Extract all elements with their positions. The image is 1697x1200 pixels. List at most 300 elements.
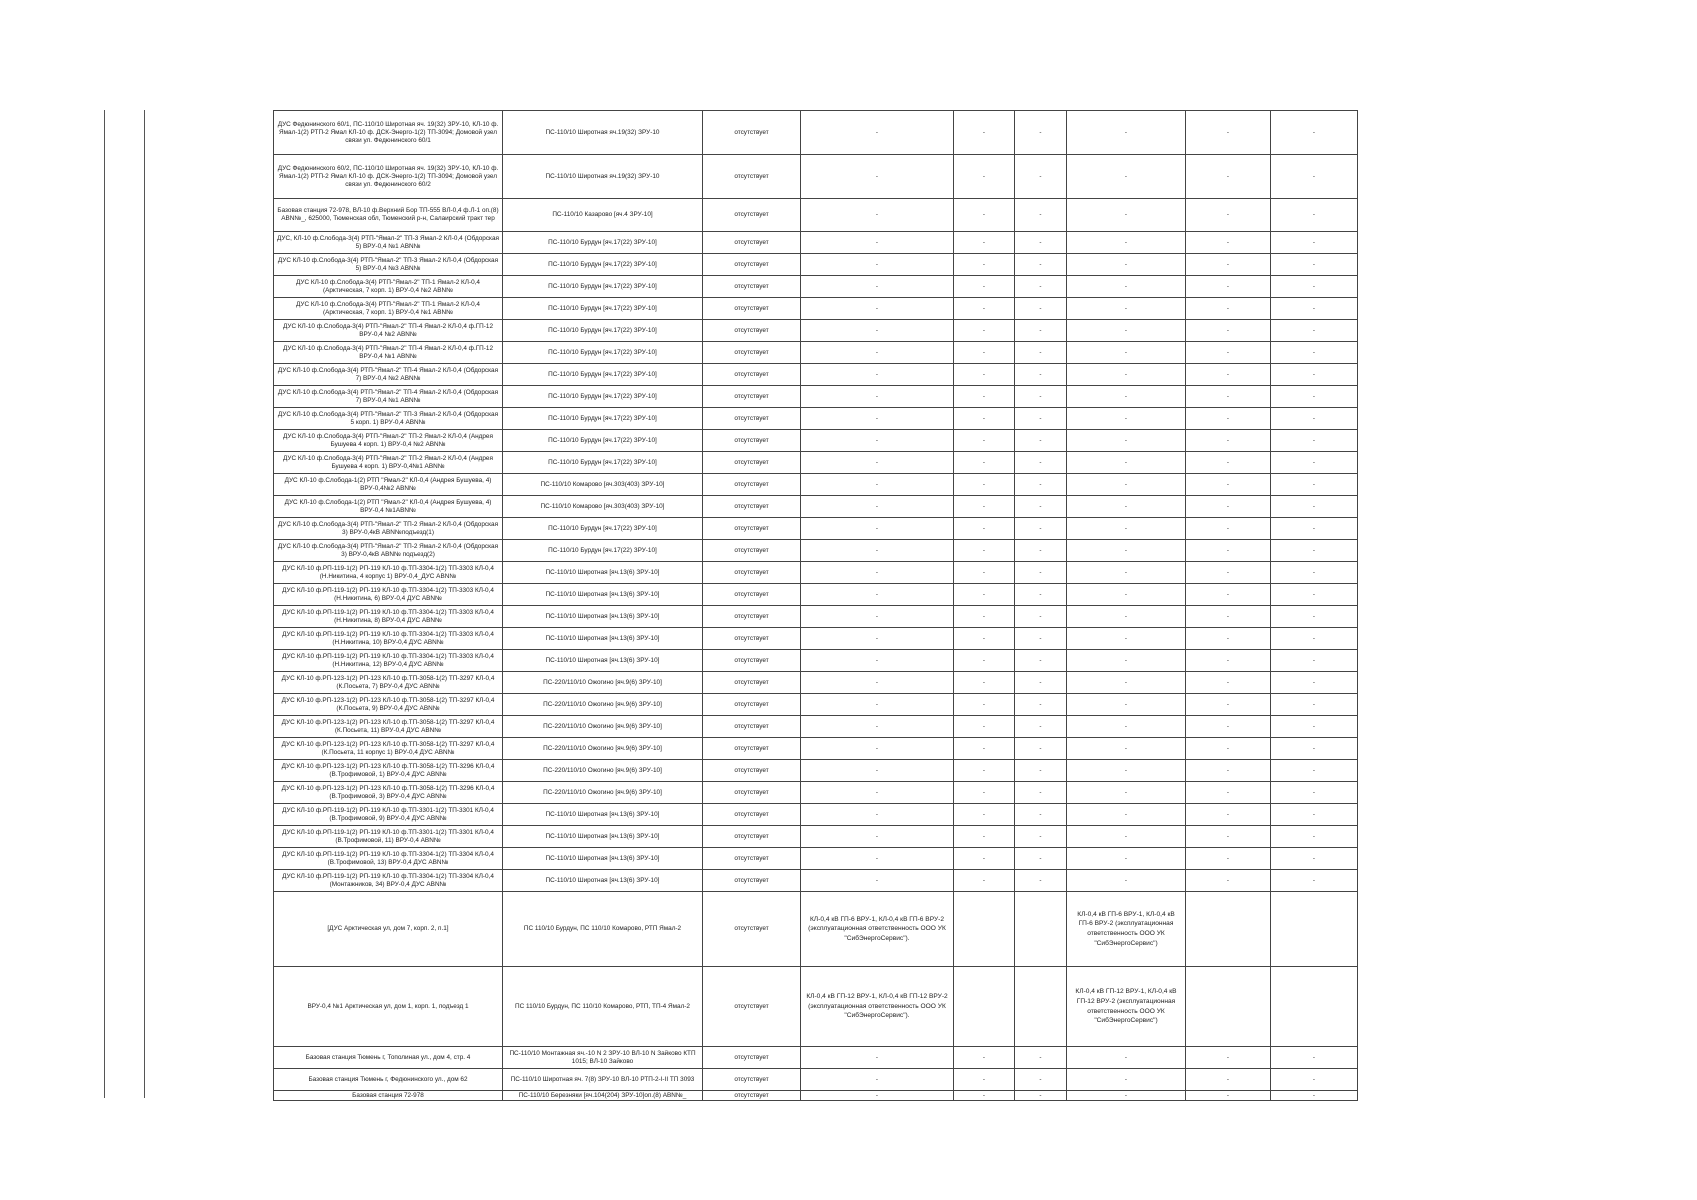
responsibility-cell: - xyxy=(1067,1069,1186,1091)
network-cell: - xyxy=(801,254,954,276)
col6-cell: - xyxy=(1015,298,1067,320)
supply-center-cell: ПС 110/10 Бурдун, ПС 110/10 Комарово, РТП Ямал-2 xyxy=(503,892,703,967)
col5-cell: - xyxy=(954,870,1015,892)
col8-cell: - xyxy=(1186,694,1271,716)
col5-cell: - xyxy=(954,199,1015,232)
supply-center-cell: ПС-220/110/10 Ожогино [яч.9(6) ЗРУ-10] xyxy=(503,694,703,716)
col8-cell: - xyxy=(1186,298,1271,320)
col9-cell: - xyxy=(1271,496,1358,518)
col5-cell: - xyxy=(954,1047,1015,1069)
col6-cell: - xyxy=(1015,540,1067,562)
col6-cell xyxy=(1015,892,1067,967)
col6-cell: - xyxy=(1015,606,1067,628)
table-body xyxy=(274,111,1358,1101)
table-row xyxy=(274,606,1358,628)
responsibility-cell: - xyxy=(1067,716,1186,738)
col9-cell: - xyxy=(1271,738,1358,760)
supply-center-cell: ПС-110/10 Бурдун [яч.17(22) ЗРУ-10] xyxy=(503,298,703,320)
col5-cell: - xyxy=(954,848,1015,870)
col9-cell: - xyxy=(1271,848,1358,870)
col5-cell: - xyxy=(954,1091,1015,1101)
col8-cell: - xyxy=(1186,430,1271,452)
responsibility-cell: - xyxy=(1067,804,1186,826)
network-cell: - xyxy=(801,562,954,584)
object-name-cell: ДУС КЛ-10 ф.Слобода-3(4) РТП-"Ямал-2" ТП-3 Ямал-2 КЛ-0,4 (Обдорская 5 корп. 1) ВРУ-0,4 АВN№ xyxy=(274,408,503,430)
supply-center-cell: ПС-110/10 Широтная яч. 7(8) ЗРУ-10 ВЛ-10 РТП-2-I-II ТП 3093 xyxy=(503,1069,703,1091)
table-row xyxy=(274,518,1358,540)
col9-cell: - xyxy=(1271,716,1358,738)
col5-cell: - xyxy=(954,408,1015,430)
col6-cell: - xyxy=(1015,760,1067,782)
supply-center-cell: ПС-110/10 Широтная яч.19(32) ЗРУ-10 xyxy=(503,155,703,199)
responsibility-cell: - xyxy=(1067,320,1186,342)
col6-cell: - xyxy=(1015,474,1067,496)
table-row xyxy=(274,320,1358,342)
status-cell: отсутствует xyxy=(703,967,801,1047)
supply-center-cell: ПС-110/10 Широтная [яч.13(6) ЗРУ-10] xyxy=(503,848,703,870)
table-row xyxy=(274,628,1358,650)
col8-cell xyxy=(1186,967,1271,1047)
supply-center-cell: ПС-110/10 Бурдун [яч.17(22) ЗРУ-10] xyxy=(503,386,703,408)
col6-cell: - xyxy=(1015,408,1067,430)
col9-cell: - xyxy=(1271,870,1358,892)
table-row xyxy=(274,870,1358,892)
supply-center-cell: ПС-110/10 Бурдун [яч.17(22) ЗРУ-10] xyxy=(503,254,703,276)
supply-center-cell: ПС-110/10 Бурдун [яч.17(22) ЗРУ-10] xyxy=(503,430,703,452)
object-name-cell: ДУС КЛ-10 ф.РП-123-1(2) РП-123 КЛ-10 ф.ТП-3058-1(2) ТП-3297 КЛ-0,4 (К.Посьета, 11) ВРУ-0,4 ДУС АВN№ xyxy=(274,716,503,738)
network-cell: - xyxy=(801,694,954,716)
object-name-cell: ДУС КЛ-10 ф.Слобода-3(4) РТП-"Ямал-2" ТП-4 Ямал-2 КЛ-0,4 (Обдорская 7) ВРУ-0,4 №1 АВN№ xyxy=(274,386,503,408)
col9-cell: - xyxy=(1271,518,1358,540)
table-row xyxy=(274,782,1358,804)
col5-cell: - xyxy=(954,694,1015,716)
network-cell: - xyxy=(801,672,954,694)
object-name-cell: ДУС КЛ-10 ф.РП-119-1(2) РП-119 КЛ-10 ф.ТП-3304-1(2) ТП-3304 КЛ-0,4 (Монтажников, 34) ВРУ-0,4 ДУС АВN№ xyxy=(274,870,503,892)
status-cell: отсутствует xyxy=(703,672,801,694)
status-cell: отсутствует xyxy=(703,342,801,364)
status-cell: отсутствует xyxy=(703,364,801,386)
col9-cell: - xyxy=(1271,540,1358,562)
supply-center-cell: ПС-110/10 Широтная [яч.13(6) ЗРУ-10] xyxy=(503,650,703,672)
network-cell: - xyxy=(801,738,954,760)
col9-cell: - xyxy=(1271,562,1358,584)
col8-cell: - xyxy=(1186,1069,1271,1091)
col6-cell: - xyxy=(1015,496,1067,518)
table-row xyxy=(274,1069,1358,1091)
supply-center-cell: ПС-110/10 Широтная [яч.13(6) ЗРУ-10] xyxy=(503,562,703,584)
col5-cell: - xyxy=(954,584,1015,606)
supply-center-cell: ПС-220/110/10 Ожогино [яч.9(6) ЗРУ-10] xyxy=(503,716,703,738)
table-row xyxy=(274,364,1358,386)
table-row xyxy=(274,562,1358,584)
status-cell: отсутствует xyxy=(703,1091,801,1101)
col8-cell: - xyxy=(1186,518,1271,540)
network-cell: - xyxy=(801,364,954,386)
object-name-cell: Базовая станция Тюмень г, Тополиная ул., дом 4, стр. 4 xyxy=(274,1047,503,1069)
col6-cell: - xyxy=(1015,276,1067,298)
network-cell: - xyxy=(801,1047,954,1069)
supply-center-cell: ПС-110/10 Бурдун [яч.17(22) ЗРУ-10] xyxy=(503,540,703,562)
table-row xyxy=(274,496,1358,518)
object-name-cell: ДУС КЛ-10 ф.Слобода-3(4) РТП-"Ямал-2" ТП-2 Ямал-2 КЛ-0,4 (Обдорская 3) ВРУ-0,4кВ АВN№ подъезд(2) xyxy=(274,540,503,562)
table-row xyxy=(274,672,1358,694)
supply-center-cell: ПС-110/10 Бурдун [яч.17(22) ЗРУ-10] xyxy=(503,232,703,254)
responsibility-cell: - xyxy=(1067,232,1186,254)
supply-center-cell: ПС-220/110/10 Ожогино [яч.9(6) ЗРУ-10] xyxy=(503,760,703,782)
table-row xyxy=(274,199,1358,232)
responsibility-cell: - xyxy=(1067,782,1186,804)
col9-cell: - xyxy=(1271,1069,1358,1091)
object-name-cell: ДУС КЛ-10 ф.РП-119-1(2) РП-119 КЛ-10 ф.ТП-3304-1(2) ТП-3303 КЛ-0,4 (Н.Никитина, 4 корпус 1) ВРУ-0,4_ДУС АВN№ xyxy=(274,562,503,584)
col8-cell: - xyxy=(1186,738,1271,760)
col8-cell: - xyxy=(1186,364,1271,386)
status-cell: отсутствует xyxy=(703,254,801,276)
supply-center-cell: ПС 110/10 Бурдун, ПС 110/10 Комарово, РТП, ТП-4 Ямал-2 xyxy=(503,967,703,1047)
supply-center-cell: ПС-110/10 Бурдун [яч.17(22) ЗРУ-10] xyxy=(503,452,703,474)
table-row xyxy=(274,155,1358,199)
responsibility-cell: - xyxy=(1067,760,1186,782)
col5-cell: - xyxy=(954,276,1015,298)
table-row xyxy=(274,694,1358,716)
status-cell: отсутствует xyxy=(703,155,801,199)
status-cell: отсутствует xyxy=(703,1047,801,1069)
col5-cell: - xyxy=(954,386,1015,408)
col9-cell: - xyxy=(1271,111,1358,155)
responsibility-cell: - xyxy=(1067,606,1186,628)
table-row xyxy=(274,760,1358,782)
col8-cell: - xyxy=(1186,1091,1271,1101)
supply-center-cell: ПС-110/10 Бурдун [яч.17(22) ЗРУ-10] xyxy=(503,276,703,298)
network-cell: - xyxy=(801,474,954,496)
responsibility-cell: - xyxy=(1067,452,1186,474)
col6-cell: - xyxy=(1015,320,1067,342)
object-name-cell: ДУС КЛ-10 ф.РП-119-1(2) РП-119 КЛ-10 ф.ТП-3304-1(2) ТП-3303 КЛ-0,4 (Н.Никитина, 6) ВРУ-0,4 ДУС АВN№ xyxy=(274,584,503,606)
supply-center-cell: ПС-110/10 Бурдун [яч.17(22) ЗРУ-10] xyxy=(503,518,703,540)
responsibility-cell: - xyxy=(1067,1091,1186,1101)
col8-cell: - xyxy=(1186,155,1271,199)
table-row xyxy=(274,650,1358,672)
status-cell: отсутствует xyxy=(703,276,801,298)
col6-cell: - xyxy=(1015,672,1067,694)
col8-cell: - xyxy=(1186,111,1271,155)
col9-cell: - xyxy=(1271,584,1358,606)
object-name-cell: ДУС КЛ-10 ф.РП-123-1(2) РП-123 КЛ-10 ф.ТП-3058-1(2) ТП-3297 КЛ-0,4 (К.Посьета, 9) ВРУ-0,4 ДУС АВN№ xyxy=(274,694,503,716)
col9-cell: - xyxy=(1271,254,1358,276)
supply-center-cell: ПС-220/110/10 Ожогино [яч.9(6) ЗРУ-10] xyxy=(503,672,703,694)
responsibility-cell: - xyxy=(1067,562,1186,584)
col5-cell: - xyxy=(954,111,1015,155)
status-cell: отсутствует xyxy=(703,716,801,738)
margin-line-right xyxy=(144,110,145,1098)
col5-cell: - xyxy=(954,782,1015,804)
col9-cell: - xyxy=(1271,804,1358,826)
supply-center-cell: ПС-110/10 Комарово [яч.303(403) ЗРУ-10] xyxy=(503,474,703,496)
col5-cell: - xyxy=(954,606,1015,628)
col8-cell: - xyxy=(1186,276,1271,298)
col6-cell: - xyxy=(1015,694,1067,716)
status-cell: отсутствует xyxy=(703,628,801,650)
supply-center-cell: ПС-110/10 Комарово [яч.303(403) ЗРУ-10] xyxy=(503,496,703,518)
col5-cell: - xyxy=(954,760,1015,782)
table-row xyxy=(274,804,1358,826)
responsibility-cell: - xyxy=(1067,254,1186,276)
col8-cell: - xyxy=(1186,606,1271,628)
col6-cell: - xyxy=(1015,430,1067,452)
network-cell: - xyxy=(801,155,954,199)
table-row xyxy=(274,967,1358,1047)
status-cell: отсутствует xyxy=(703,562,801,584)
table-row xyxy=(274,1091,1358,1101)
status-cell: отсутствует xyxy=(703,430,801,452)
object-name-cell: ДУС КЛ-10 ф.Слобода-1(2) РТП "Ямал-2" КЛ-0,4 (Андрея Бушуева, 4) ВРУ-0,4№2 АВN№ xyxy=(274,474,503,496)
status-cell: отсутствует xyxy=(703,694,801,716)
col5-cell: - xyxy=(954,254,1015,276)
col8-cell: - xyxy=(1186,1047,1271,1069)
supply-center-cell: ПС-110/10 Широтная [яч.13(6) ЗРУ-10] xyxy=(503,606,703,628)
responsibility-cell: - xyxy=(1067,342,1186,364)
status-cell: отсутствует xyxy=(703,386,801,408)
object-name-cell: ДУС КЛ-10 ф.Слобода-3(4) РТП-"Ямал-2" ТП-4 Ямал-2 КЛ-0,4 (Обдорская 7) ВРУ-0,4 №2 АВN№ xyxy=(274,364,503,386)
table-row xyxy=(274,1047,1358,1069)
object-name-cell: ДУС КЛ-10 ф.Слобода-3(4) РТП-"Ямал-2" ТП-2 Ямал-2 КЛ-0,4 (Андрея Бушуева 4 корп. 1) ВРУ-0,4 №2 АВN№ xyxy=(274,430,503,452)
object-name-cell: ДУС КЛ-10 ф.Слобода-3(4) РТП-"Ямал-2" ТП-2 Ямал-2 КЛ-0,4 (Андрея Бушуева 4 корп. 1) ВРУ-0,4№1 АВN№ xyxy=(274,452,503,474)
col5-cell: - xyxy=(954,804,1015,826)
col6-cell: - xyxy=(1015,870,1067,892)
network-cell: - xyxy=(801,606,954,628)
object-name-cell: ДУС Федюнинского 60/1, ПС-110/10 Широтная яч. 19(32) ЗРУ-10, КЛ-10 ф. Ямал-1(2) РТП-2 Ямал КЛ-10 ф. ДСК-Энерго-1(2) ТП-3094; Домовой узел связи ул. Федюнинского 60/1 xyxy=(274,111,503,155)
network-cell: - xyxy=(801,584,954,606)
object-name-cell: ДУС КЛ-10 ф.Слобода-3(4) РТП-"Ямал-2" ТП-1 Ямал-2 КЛ-0,4 (Арктическая, 7 корп. 1) ВРУ-0,4 №2 АВN№ xyxy=(274,276,503,298)
col8-cell: - xyxy=(1186,672,1271,694)
status-cell: отсутствует xyxy=(703,199,801,232)
network-cell: КЛ-0,4 кВ ГП-12 ВРУ-1, КЛ-0,4 кВ ГП-12 ВРУ-2 (эксплуатационная ответственность ООО УК "СибЭнергоСервис"). xyxy=(801,967,954,1047)
table-row xyxy=(274,111,1358,155)
network-cell: - xyxy=(801,386,954,408)
supply-center-cell: ПС-220/110/10 Ожогино [яч.9(6) ЗРУ-10] xyxy=(503,782,703,804)
col9-cell: - xyxy=(1271,298,1358,320)
col5-cell: - xyxy=(954,342,1015,364)
margin-line-left xyxy=(104,110,105,1098)
supply-center-cell: ПС-110/10 Березняки [яч.104(204) ЗРУ-10]оп.(8) АВN№_ xyxy=(503,1091,703,1101)
object-name-cell: ДУС Федюнинского 60/2, ПС-110/10 Широтная яч. 19(32) ЗРУ-10, КЛ-10 ф. Ямал-1(2) РТП-2 Ямал КЛ-10 ф. ДСК-Энерго-1(2) ТП-3094; Домовой узел связи ул. Федюнинского 60/2 xyxy=(274,155,503,199)
object-name-cell: ДУС КЛ-10 ф.РП-123-1(2) РП-123 КЛ-10 ф.ТП-3058-1(2) ТП-3297 КЛ-0,4 (К.Посьета, 7) ВРУ-0,4 ДУС АВN№ xyxy=(274,672,503,694)
table-row xyxy=(274,342,1358,364)
col8-cell: - xyxy=(1186,562,1271,584)
object-name-cell: ДУС КЛ-10 ф.Слобода-3(4) РТП-"Ямал-2" ТП-3 Ямал-2 КЛ-0,4 (Обдорская 5) ВРУ-0,4 №3 АВN№ xyxy=(274,254,503,276)
responsibility-cell: - xyxy=(1067,694,1186,716)
col9-cell: - xyxy=(1271,694,1358,716)
object-name-cell: ДУС КЛ-10 ф.РП-119-1(2) РП-119 КЛ-10 ф.ТП-3304-1(2) ТП-3304 КЛ-0,4 (В.Трофимовой, 13) ВРУ-0,4 ДУС АВN№ xyxy=(274,848,503,870)
status-cell: отсутствует xyxy=(703,760,801,782)
network-cell: - xyxy=(801,650,954,672)
col8-cell xyxy=(1186,892,1271,967)
col8-cell: - xyxy=(1186,496,1271,518)
table-row xyxy=(274,452,1358,474)
col9-cell: - xyxy=(1271,672,1358,694)
responsibility-cell: - xyxy=(1067,584,1186,606)
status-cell: отсутствует xyxy=(703,826,801,848)
col6-cell: - xyxy=(1015,232,1067,254)
status-cell: отсутствует xyxy=(703,892,801,967)
object-name-cell: ДУС КЛ-10 ф.Слобода-3(4) РТП-"Ямал-2" ТП-1 Ямал-2 КЛ-0,4 (Арктическая, 7 корп. 1) ВРУ-0,4 №1 АВN№ xyxy=(274,298,503,320)
network-cell: - xyxy=(801,848,954,870)
supply-center-cell: ПС-110/10 Бурдун [яч.17(22) ЗРУ-10] xyxy=(503,364,703,386)
responsibility-cell: - xyxy=(1067,155,1186,199)
object-name-cell: ДУС, КЛ-10 ф.Слобода-3(4) РТП-"Ямал-2" ТП-3 Ямал-2 КЛ-0,4 (Обдорская 5) ВРУ-0,4 №1 АВN№ xyxy=(274,232,503,254)
col8-cell: - xyxy=(1186,628,1271,650)
object-name-cell: ДУС КЛ-10 ф.Слобода-1(2) РТП "Ямал-2" КЛ-0,4 (Андрея Бушуева, 4) ВРУ-0,4 №1АВN№ xyxy=(274,496,503,518)
col9-cell: - xyxy=(1271,408,1358,430)
object-name-cell: Базовая станция 72-978 xyxy=(274,1091,503,1101)
col9-cell xyxy=(1271,892,1358,967)
responsibility-cell: - xyxy=(1067,276,1186,298)
object-name-cell: ВРУ-0,4 №1 Арктическая ул, дом 1, корп. 1, подъезд 1 xyxy=(274,967,503,1047)
object-name-cell: ДУС КЛ-10 ф.РП-119-1(2) РП-119 КЛ-10 ф.ТП-3304-1(2) ТП-3303 КЛ-0,4 (Н.Никитина, 12) ВРУ-0,4 ДУС АВN№ xyxy=(274,650,503,672)
col8-cell: - xyxy=(1186,870,1271,892)
col9-cell: - xyxy=(1271,1091,1358,1101)
col9-cell: - xyxy=(1271,155,1358,199)
object-name-cell: ДУС КЛ-10 ф.РП-119-1(2) РП-119 КЛ-10 ф.ТП-3304-1(2) ТП-3303 КЛ-0,4 (Н.Никитина, 10) ВРУ-0,4 ДУС АВN№ xyxy=(274,628,503,650)
col9-cell: - xyxy=(1271,452,1358,474)
responsibility-cell: - xyxy=(1067,540,1186,562)
col6-cell: - xyxy=(1015,826,1067,848)
connection-points-table xyxy=(273,110,1358,1101)
table-row xyxy=(274,232,1358,254)
table-row xyxy=(274,254,1358,276)
status-cell: отсутствует xyxy=(703,650,801,672)
col5-cell: - xyxy=(954,452,1015,474)
network-cell: - xyxy=(801,518,954,540)
responsibility-cell: - xyxy=(1067,386,1186,408)
col6-cell: - xyxy=(1015,518,1067,540)
col9-cell: - xyxy=(1271,199,1358,232)
col8-cell: - xyxy=(1186,386,1271,408)
table-row xyxy=(274,848,1358,870)
col9-cell: - xyxy=(1271,364,1358,386)
network-cell: - xyxy=(801,716,954,738)
col9-cell: - xyxy=(1271,606,1358,628)
responsibility-cell: - xyxy=(1067,111,1186,155)
col9-cell: - xyxy=(1271,386,1358,408)
col8-cell: - xyxy=(1186,760,1271,782)
network-cell: - xyxy=(801,760,954,782)
network-cell: - xyxy=(801,276,954,298)
status-cell: отсутствует xyxy=(703,738,801,760)
responsibility-cell: КЛ-0,4 кВ ГП-6 ВРУ-1, КЛ-0,4 кВ ГП-6 ВРУ-2 (эксплуатационная ответственность ООО УК "СибЭнергоСервис") xyxy=(1067,892,1186,967)
network-cell: - xyxy=(801,408,954,430)
responsibility-cell: - xyxy=(1067,672,1186,694)
col8-cell: - xyxy=(1186,826,1271,848)
col9-cell: - xyxy=(1271,276,1358,298)
col6-cell: - xyxy=(1015,782,1067,804)
responsibility-cell: - xyxy=(1067,826,1186,848)
col5-cell: - xyxy=(954,650,1015,672)
col8-cell: - xyxy=(1186,474,1271,496)
responsibility-cell: - xyxy=(1067,199,1186,232)
col6-cell: - xyxy=(1015,848,1067,870)
col5-cell: - xyxy=(954,716,1015,738)
network-cell: - xyxy=(801,320,954,342)
status-cell: отсутствует xyxy=(703,782,801,804)
object-name-cell: [ДУС Арктическая ул, дом 7, корп. 2, п.1] xyxy=(274,892,503,967)
col5-cell: - xyxy=(954,1069,1015,1091)
col6-cell: - xyxy=(1015,716,1067,738)
col9-cell: - xyxy=(1271,650,1358,672)
status-cell: отсутствует xyxy=(703,474,801,496)
responsibility-cell: - xyxy=(1067,430,1186,452)
col6-cell: - xyxy=(1015,1069,1067,1091)
col6-cell: - xyxy=(1015,628,1067,650)
col8-cell: - xyxy=(1186,342,1271,364)
status-cell: отсутствует xyxy=(703,848,801,870)
col6-cell: - xyxy=(1015,199,1067,232)
network-cell: - xyxy=(801,342,954,364)
status-cell: отсутствует xyxy=(703,298,801,320)
object-name-cell: ДУС КЛ-10 ф.Слобода-3(4) РТП-"Ямал-2" ТП-2 Ямал-2 КЛ-0,4 (Обдорская 3) ВРУ-0,4кВ АВN№подъезд(1) xyxy=(274,518,503,540)
col9-cell: - xyxy=(1271,232,1358,254)
supply-center-cell: ПС-110/10 Широтная [яч.13(6) ЗРУ-10] xyxy=(503,804,703,826)
network-cell: - xyxy=(801,782,954,804)
col5-cell: - xyxy=(954,155,1015,199)
col6-cell: - xyxy=(1015,254,1067,276)
col8-cell: - xyxy=(1186,452,1271,474)
supply-center-cell: ПС-110/10 Широтная яч.19(32) ЗРУ-10 xyxy=(503,111,703,155)
network-cell: - xyxy=(801,298,954,320)
col8-cell: - xyxy=(1186,584,1271,606)
col5-cell: - xyxy=(954,320,1015,342)
status-cell: отсутствует xyxy=(703,408,801,430)
object-name-cell: ДУС КЛ-10 ф.РП-119-1(2) РП-119 КЛ-10 ф.ТП-3301-1(2) ТП-3301 КЛ-0,4 (В.Трофимовой, 11) ВРУ-0,4 АВN№ xyxy=(274,826,503,848)
table-row xyxy=(274,474,1358,496)
responsibility-cell: - xyxy=(1067,650,1186,672)
network-cell: - xyxy=(801,1069,954,1091)
col8-cell: - xyxy=(1186,199,1271,232)
supply-center-cell: ПС-110/10 Широтная [яч.13(6) ЗРУ-10] xyxy=(503,870,703,892)
network-cell: - xyxy=(801,232,954,254)
object-name-cell: ДУС КЛ-10 ф.Слобода-3(4) РТП-"Ямал-2" ТП-4 Ямал-2 КЛ-0,4 ф.ГП-12 ВРУ-0,4 №2 АВN№ xyxy=(274,320,503,342)
col8-cell: - xyxy=(1186,782,1271,804)
col5-cell: - xyxy=(954,518,1015,540)
col5-cell: - xyxy=(954,430,1015,452)
col6-cell: - xyxy=(1015,562,1067,584)
responsibility-cell: - xyxy=(1067,408,1186,430)
table-row xyxy=(274,892,1358,967)
table-row xyxy=(274,826,1358,848)
col9-cell: - xyxy=(1271,1047,1358,1069)
col6-cell: - xyxy=(1015,804,1067,826)
col6-cell: - xyxy=(1015,1047,1067,1069)
network-cell: КЛ-0,4 кВ ГП-6 ВРУ-1, КЛ-0,4 кВ ГП-6 ВРУ-2 (эксплуатационная ответственность ООО УК "СибЭнергоСервис"). xyxy=(801,892,954,967)
object-name-cell: ДУС КЛ-10 ф.РП-119-1(2) РП-119 КЛ-10 ф.ТП-3304-1(2) ТП-3303 КЛ-0,4 (Н.Никитина, 8) ВРУ-0,4 ДУС АВN№ xyxy=(274,606,503,628)
responsibility-cell: - xyxy=(1067,298,1186,320)
col5-cell: - xyxy=(954,474,1015,496)
status-cell: отсутствует xyxy=(703,804,801,826)
col5-cell: - xyxy=(954,364,1015,386)
network-cell: - xyxy=(801,1091,954,1101)
col6-cell: - xyxy=(1015,650,1067,672)
network-cell: - xyxy=(801,870,954,892)
status-cell: отсутствует xyxy=(703,540,801,562)
responsibility-cell: КЛ-0,4 кВ ГП-12 ВРУ-1, КЛ-0,4 кВ ГП-12 ВРУ-2 (эксплуатационная ответственность ООО УК "СибЭнергоСервис") xyxy=(1067,967,1186,1047)
network-cell: - xyxy=(801,199,954,232)
col5-cell: - xyxy=(954,562,1015,584)
col6-cell xyxy=(1015,967,1067,1047)
col6-cell: - xyxy=(1015,452,1067,474)
responsibility-cell: - xyxy=(1067,496,1186,518)
responsibility-cell: - xyxy=(1067,364,1186,386)
col6-cell: - xyxy=(1015,1091,1067,1101)
supply-center-cell: ПС-110/10 Бурдун [яч.17(22) ЗРУ-10] xyxy=(503,408,703,430)
